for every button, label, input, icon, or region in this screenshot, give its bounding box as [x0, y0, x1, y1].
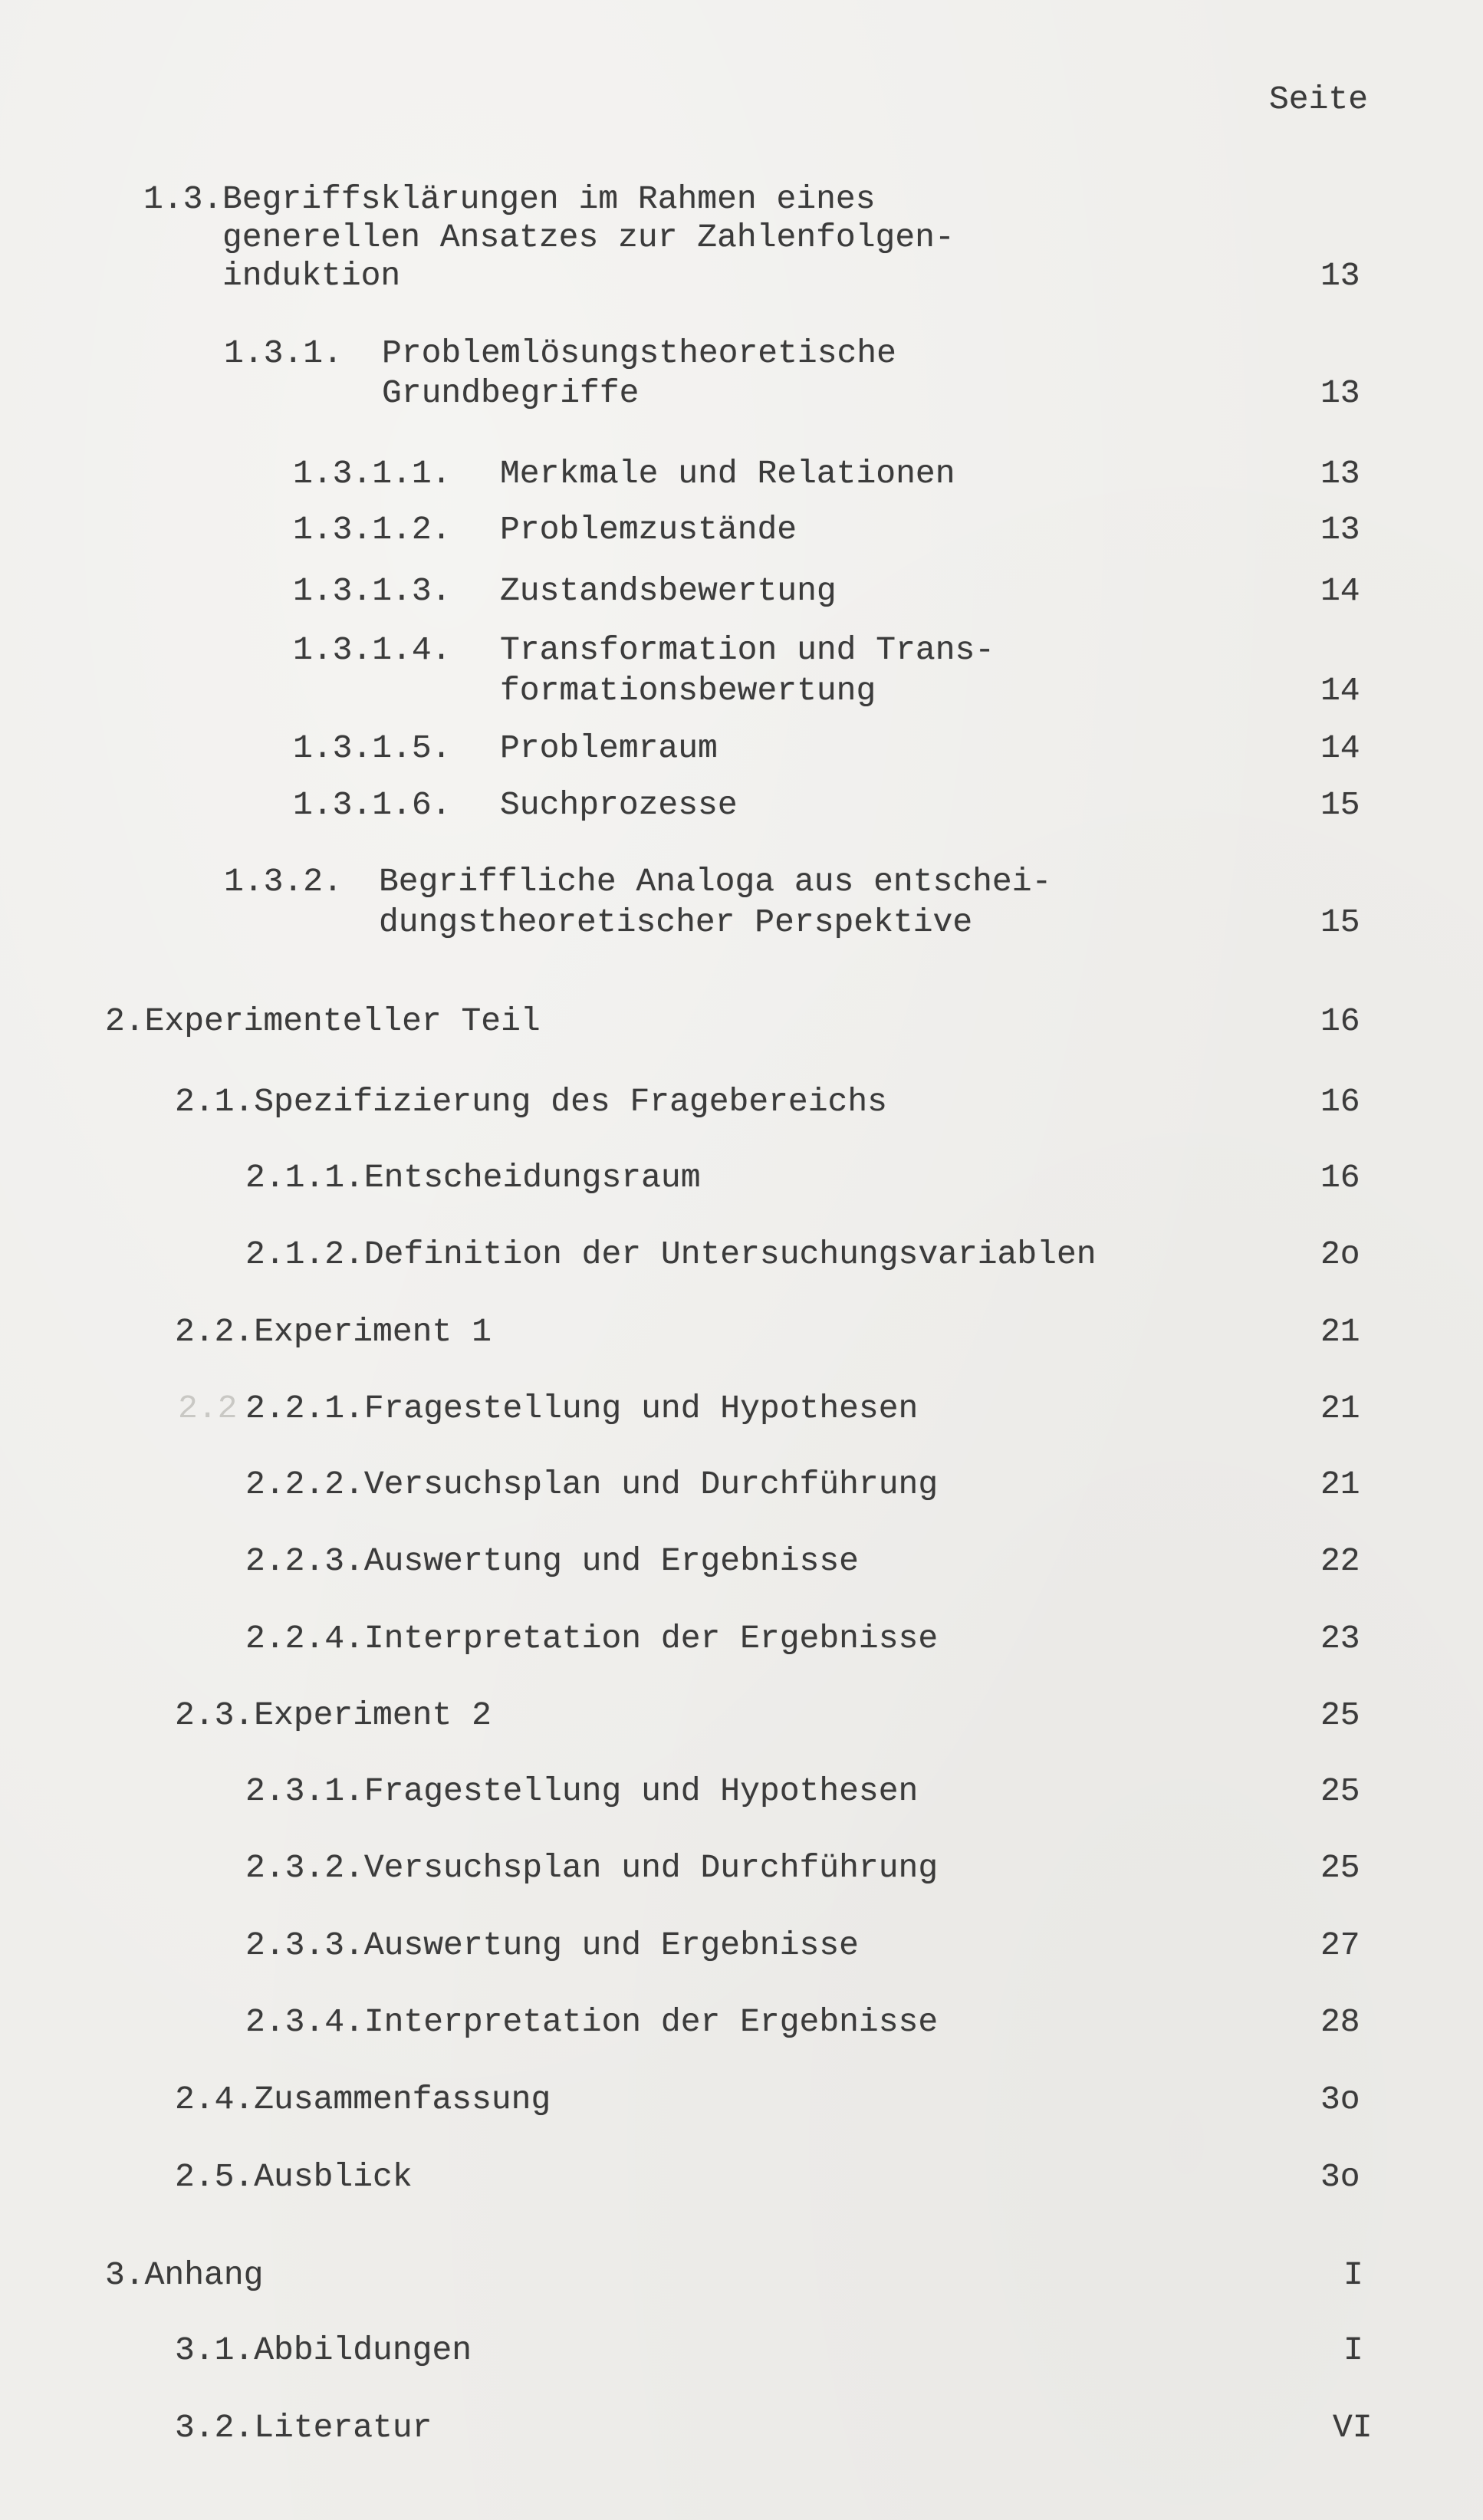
- toc-label: 2.2.1.Fragestellung und Hypothesen: [245, 1390, 919, 1427]
- toc-label: 3.2.Literatur: [175, 2409, 432, 2446]
- toc-page-number: 16: [1320, 1159, 1360, 1196]
- toc-title-line: Begriffsklärungen im Rahmen eines: [222, 180, 876, 218]
- toc-page-number: 14: [1320, 672, 1360, 709]
- toc-page-number: 23: [1320, 1620, 1360, 1657]
- toc-page-number: 22: [1320, 1542, 1360, 1580]
- toc-page-number: I: [1343, 2331, 1363, 2369]
- toc-title-line: Grundbegriffe: [382, 374, 640, 412]
- toc-label: 2.4.Zusammenfassung: [175, 2081, 551, 2118]
- toc-title: Problemraum: [500, 729, 718, 767]
- toc-label: 2.3.Experiment 2: [175, 1696, 492, 1734]
- toc-page-number: 3o: [1320, 2081, 1360, 2118]
- erased-text-ghost: 2.2: [178, 1390, 238, 1427]
- toc-label: 2.1.Spezifizierung des Fragebereichs: [175, 1083, 887, 1120]
- toc-label: 2.3.1.Fragestellung und Hypothesen: [245, 1772, 919, 1810]
- toc-number: 1.3.: [143, 180, 223, 218]
- toc-page-number: 21: [1320, 1466, 1360, 1503]
- toc-title: Zustandsbewertung: [500, 572, 837, 610]
- toc-label: 2.Experimenteller Teil: [105, 1002, 541, 1040]
- toc-title: Problemzustände: [500, 511, 797, 548]
- toc-number: 1.3.1.: [224, 334, 343, 372]
- toc-page-number: 13: [1320, 257, 1360, 294]
- toc-page-number: I: [1343, 2256, 1363, 2294]
- toc-page-number: 25: [1320, 1696, 1360, 1734]
- toc-page-number: 3o: [1320, 2158, 1360, 2196]
- toc-page-number: 14: [1320, 729, 1360, 767]
- toc-title-line: dungstheoretischer Perspektive: [379, 903, 973, 941]
- toc-label: 2.1.2.Definition der Untersuchungsvariablen: [245, 1235, 1097, 1273]
- toc-title-line: generellen Ansatzes zur Zahlenfolgen-: [222, 219, 955, 256]
- toc-page-number: 21: [1320, 1390, 1360, 1427]
- toc-page-number: 25: [1320, 1772, 1360, 1810]
- toc-page-number: 28: [1320, 2003, 1360, 2041]
- toc-title-line: Begriffliche Analoga aus entschei-: [379, 863, 1052, 900]
- toc-title-line: Transformation und Trans-: [500, 631, 995, 669]
- toc-number: 1.3.1.3.: [293, 572, 452, 610]
- toc-page-number: 2o: [1320, 1235, 1360, 1273]
- toc-label: 2.3.2.Versuchsplan und Durchführung: [245, 1849, 939, 1887]
- toc-page-number: 14: [1320, 572, 1360, 610]
- toc-page-number: 13: [1320, 455, 1360, 492]
- toc-page-number: 21: [1320, 1313, 1360, 1350]
- toc-label: 3.1.Abbildungen: [175, 2331, 472, 2369]
- toc-label: 2.2.2.Versuchsplan und Durchführung: [245, 1466, 939, 1503]
- toc-title-line: induktion: [222, 257, 401, 294]
- toc-title-line: Problemlösungstheoretische: [382, 334, 896, 372]
- toc-title-line: formationsbewertung: [500, 672, 876, 709]
- toc-page-number: 13: [1320, 374, 1360, 412]
- toc-label: 2.2.4.Interpretation der Ergebnisse: [245, 1620, 939, 1657]
- toc-label: 2.5.Ausblick: [175, 2158, 413, 2196]
- toc-page-number: 25: [1320, 1849, 1360, 1887]
- toc-page-number: 13: [1320, 511, 1360, 548]
- toc-title: Merkmale und Relationen: [500, 455, 955, 492]
- toc-label: 3.Anhang: [105, 2256, 264, 2294]
- toc-page-number: VI: [1333, 2409, 1373, 2446]
- toc-number: 1.3.1.5.: [293, 729, 452, 767]
- toc-number: 1.3.1.2.: [293, 511, 452, 548]
- page-column-header: Seite: [1269, 81, 1369, 118]
- toc-label: 2.3.3.Auswertung und Ergebnisse: [245, 1926, 859, 1964]
- toc-number: 1.3.1.1.: [293, 455, 452, 492]
- toc-label: 2.2.Experiment 1: [175, 1313, 492, 1350]
- toc-page-number: 16: [1320, 1002, 1360, 1040]
- toc-page-number: 27: [1320, 1926, 1360, 1964]
- toc-title: Suchprozesse: [500, 786, 738, 824]
- toc-label: 2.2.3.Auswertung und Ergebnisse: [245, 1542, 859, 1580]
- toc-page-number: 15: [1320, 786, 1360, 824]
- toc-number: 1.3.1.6.: [293, 786, 452, 824]
- toc-page-number: 15: [1320, 903, 1360, 941]
- toc-page-number: 16: [1320, 1083, 1360, 1120]
- toc-number: 1.3.2.: [224, 863, 343, 900]
- toc-number: 1.3.1.4.: [293, 631, 452, 669]
- toc-label: 2.3.4.Interpretation der Ergebnisse: [245, 2003, 939, 2041]
- toc-label: 2.1.1.Entscheidungsraum: [245, 1159, 701, 1196]
